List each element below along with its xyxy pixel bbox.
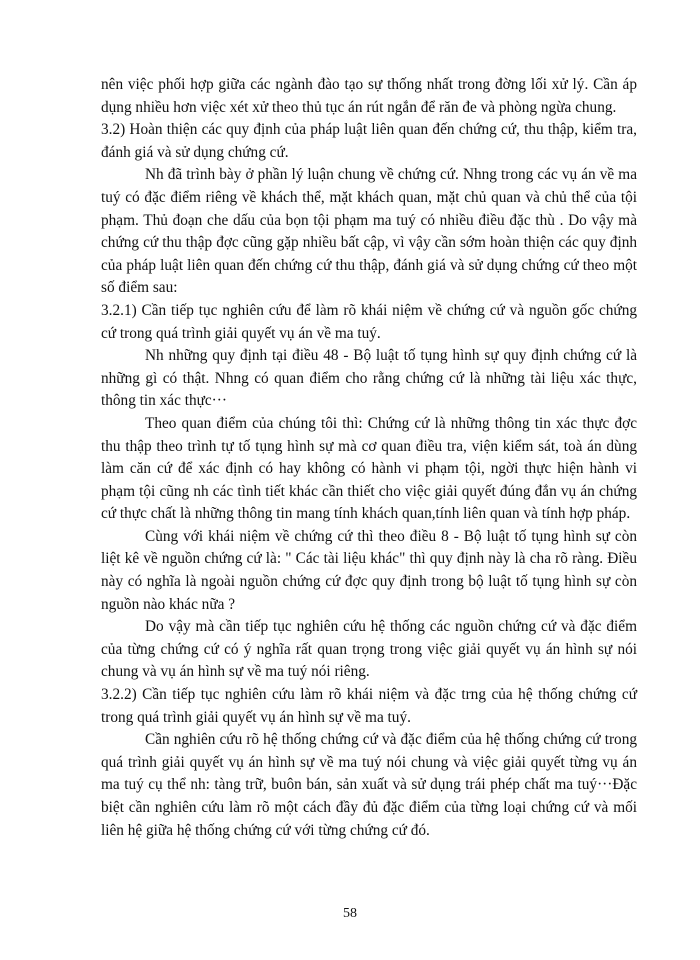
paragraph-3: Nh đã trình bày ở phần lý luận chung về chứng cứ. Nhng trong các vụ án về ma tuý có đặc điểm riêng về khách thể, mặt khách quan, mặt chủ quan và chủ thể của tội phạm. Thủ đoạn che dấu của bọn tội phạm ma tuý có nhiều điều đặc thù . Do vậy mà chứng cứ thu thập đợc cũng gặp nhiều bất cập, vì vậy cần sớm hoàn thiện các quy định của pháp luật liên quan đến chứng cứ thu thập, đánh giá và sử dụng chứng cứ theo một số điểm sau: (101, 166, 637, 297)
paragraph-6: Theo quan điểm của chúng tôi thì: Chứng cứ là những thông tin xác thực đợc thu thập theo trình tự tố tụng hình sự mà cơ quan điều tra, viện kiểm sát, toà án dùng làm căn cứ để xác định có hay không có hành vi phạm tội, ngời thực hiện hành vi phạm tội cũng nh các tình tiết khác cần thiết cho việc giải quyết đúng đắn vụ án chứng cứ thực chất là những thông tin mang tính khách quan,tính liên quan và tính hợp pháp. (101, 414, 637, 523)
page-number: 58 (343, 906, 357, 921)
heading-3-2: 3.2) Hoàn thiện các quy định của pháp luật liên quan đến chứng cứ, thu thập, kiểm tra, đánh giá và sử dụng chứng cứ. (101, 121, 637, 161)
paragraph-7: Cùng với khái niệm về chứng cứ thì theo điều 8 - Bộ luật tố tụng hình sự còn liệt kê về nguồn chứng cứ là: " Các tài liệu khác" thì quy định này là cha rõ ràng. Điều này có nghĩa là ngoài nguồn chứng cứ đợc quy định trong bộ luật tố tụng hình sự còn nguồn nào khác nữa ? (101, 527, 637, 613)
paragraph-1: nên việc phối hợp giữa các ngành đào tạo sự thống nhất trong đờng lối xử lý. Cần áp dụng nhiều hơn việc xét xử theo thủ tục án rút ngắn để răn đe và phòng ngừa chung. (101, 76, 637, 116)
body-text (101, 74, 637, 842)
paragraph-5: Nh những quy định tại điều 48 - Bộ luật tố tụng hình sự quy định chứng cứ là những gì có thật. Nhng có quan điểm cho rằng chứng cứ là những tài liệu xác thực, thông tin xác thực··· (101, 347, 637, 410)
paragraph-10: Cần nghiên cứu rõ hệ thống chứng cứ và đặc điểm của hệ thống chứng cứ trong quá trình giải quyết vụ án hình sự về ma tuý nói chung và việc giải quyết từng vụ án ma tuý cụ thể nh: tàng trữ, buôn bán, sản xuất và sử dụng trái phép chất ma tuý···Đặc biệt cần nghiên cứu làm rõ một cách đầy đủ đặc điểm của từng loại chứng cứ và mối liên hệ giữa hệ thống chứng cứ với từng chứng cứ đó. (101, 731, 637, 839)
paragraph-8: Do vậy mà cần tiếp tục nghiên cứu hệ thống các nguồn chứng cứ và đặc điểm của từng chứng cứ có ý nghĩa rất quan trọng trong việc giải quyết vụ án hình sự nói chung và vụ án hình sự về ma tuý nói riêng. (101, 618, 637, 681)
heading-3-2-2: 3.2.2) Cần tiếp tục nghiên cứu làm rõ khái niệm và đặc trng của hệ thống chứng cứ trong quá trình giải quyết vụ án hình sự về ma tuý. (101, 686, 637, 726)
heading-3-2-1: 3.2.1) Cần tiếp tục nghiên cứu để làm rõ khái niệm về chứng cứ và nguồn gốc chứng cứ trong quá trình giải quyết vụ án về ma tuý. (101, 301, 637, 342)
